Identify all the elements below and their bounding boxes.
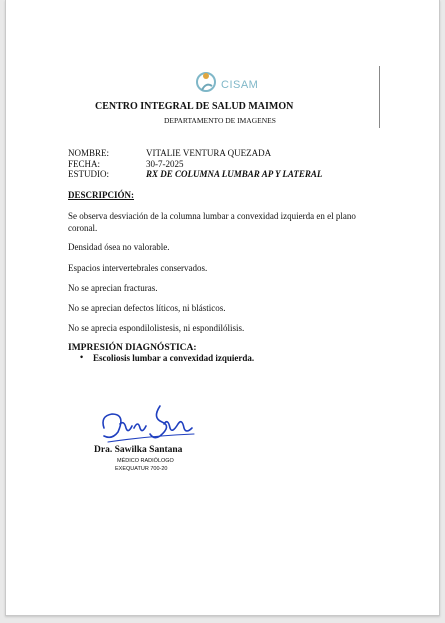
bullet-icon: • (80, 352, 84, 362)
signature-icon (98, 398, 198, 446)
description-paragraph: Espacios intervertebrales conservados. (68, 263, 208, 273)
logo-text: CISAM (221, 79, 259, 91)
description-paragraph: No se aprecian fracturas. (68, 283, 158, 293)
description-paragraph: No se aprecian defectos líticos, ni blásticos. (68, 303, 226, 313)
institution-name: CENTRO INTEGRAL DE SALUD MAIMON (95, 101, 294, 112)
patient-name-value: VITALIE VENTURA QUEZADA (146, 148, 272, 158)
doctor-title: MÉDICO RADIÓLOGO (117, 458, 174, 464)
doctor-exequatur: EXEQUATUR 700-20 (115, 466, 168, 472)
date-label: FECHA: (68, 159, 101, 169)
description-paragraph: Densidad ósea no valorable. (68, 242, 170, 252)
doctor-name: Dra. Sawilka Santana (94, 445, 183, 455)
description-heading: DESCRIPCIÓN: (68, 190, 135, 200)
clinic-logo-icon (192, 68, 222, 96)
description-paragraph: No se aprecia espondilolistesis, ni espondilólisis. (68, 323, 245, 333)
date-value: 30-7-2025 (146, 159, 184, 169)
department-name: DEPARTAMENTO DE IMAGENES (164, 116, 276, 125)
header-divider (379, 66, 380, 128)
patient-name-label: NOMBRE: (68, 148, 110, 158)
description-paragraph: Se observa desviación de la columna lumbar a convexidad izquierda en el plano coronal. (68, 211, 356, 233)
document-page (5, 0, 440, 616)
impression-item-text: Escoliosis lumbar a convexidad izquierda. (93, 353, 255, 363)
study-value: RX DE COLUMNA LUMBAR AP Y LATERAL (146, 169, 323, 179)
impression-heading: IMPRESIÓN DIAGNÓSTICA: (68, 343, 197, 353)
study-label: ESTUDIO: (68, 169, 109, 179)
